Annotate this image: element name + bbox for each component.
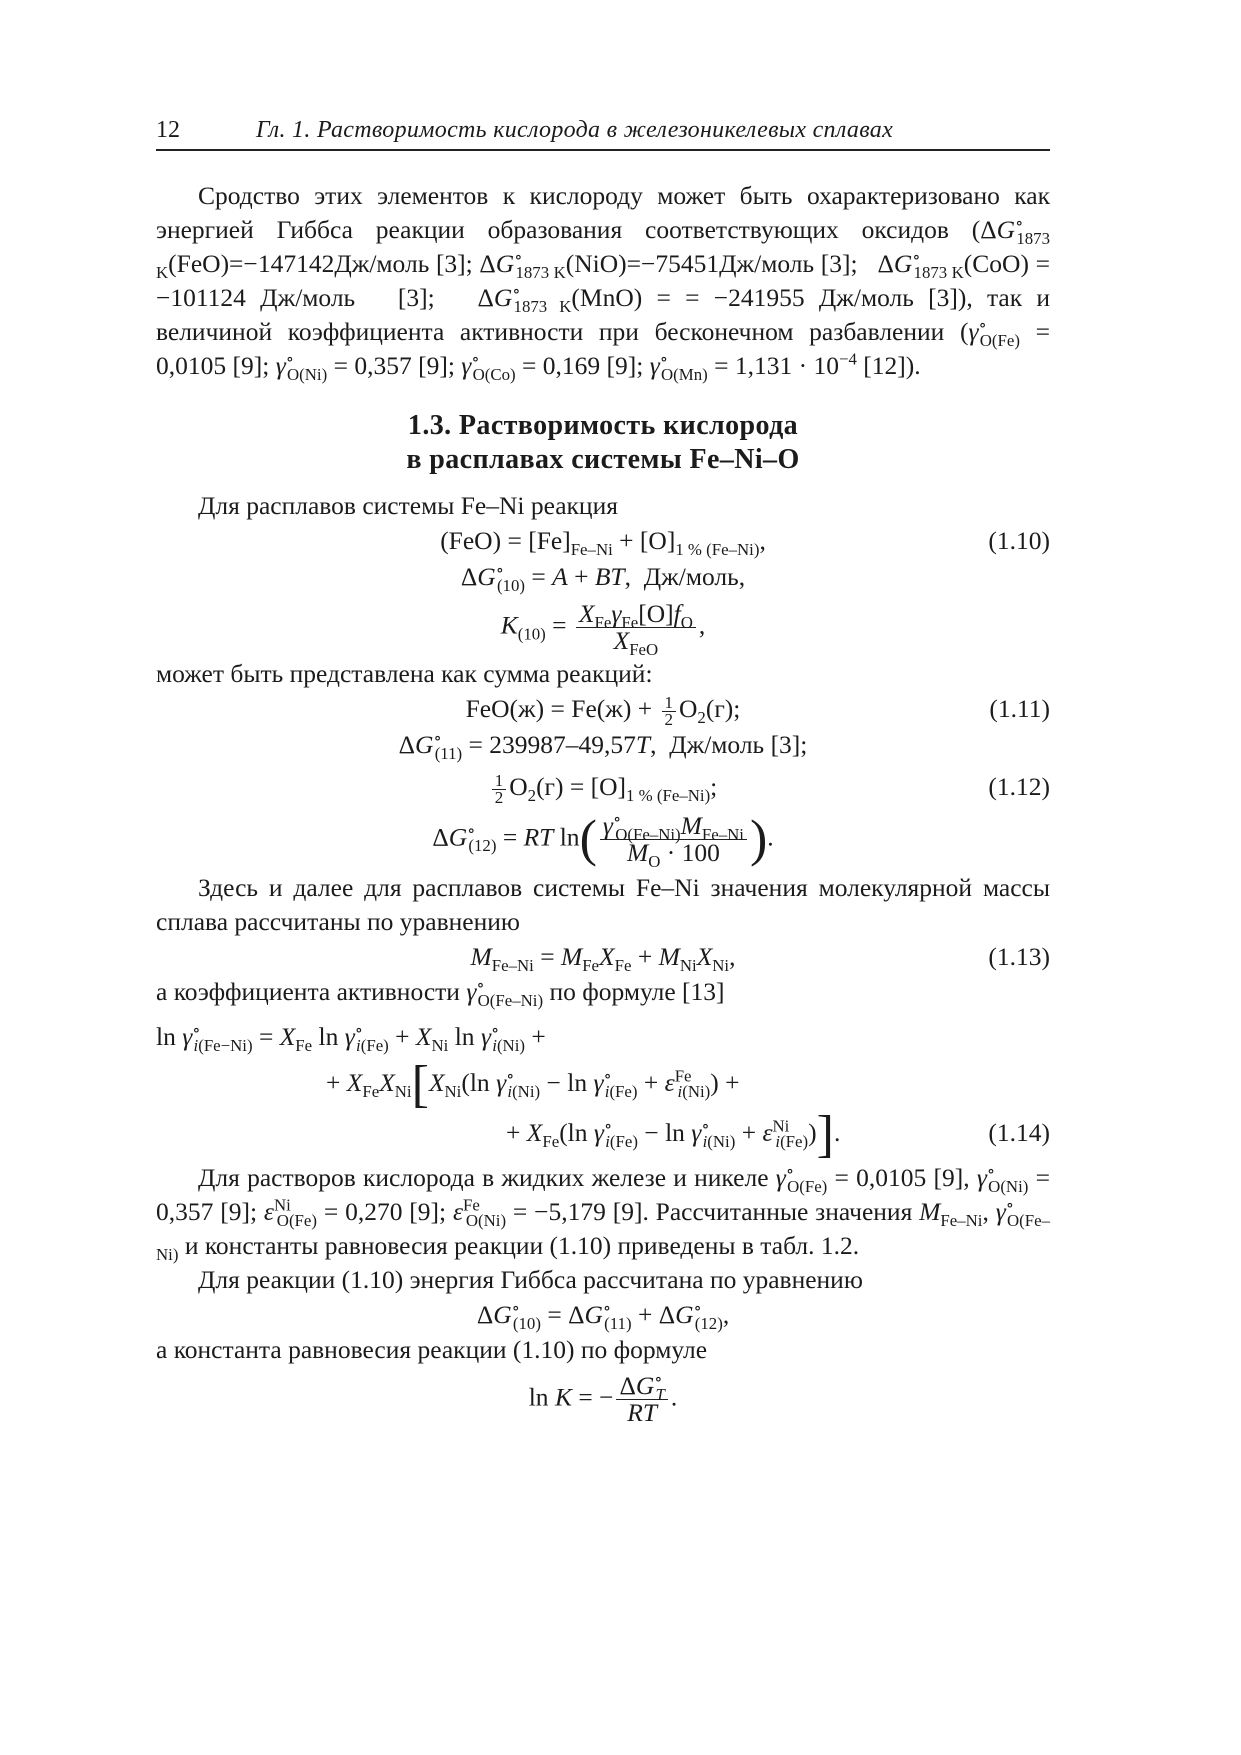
paragraph-gibbs-equation: Для реакции (1.10) энергия Гиббса рассчитана по уравнению [198,1265,863,1294]
paragraph-oxygen-solutions: Для растворов кислорода в жидких железе и никеле $\gamma^\circ_{O(Fe)} = 0,0105$ [9], $\gamma^\circ_{O(Ni)} = 0,357$ [9]; $\varepsilon^{Ni}_{O(Fe)} = 0,270$ [9]; $\varepsilon^{Fe}_{O(Ni)} = -5,179$ [9]. Рассчитанные значения $M_{Fe-Ni}$, $\gamma^\circ_{O(Fe-Ni)}$ и константы равновесия реакции (1.10) приведены в табл. 1.2. [156,1161,1051,1265]
equation-1-12: $\frac{1}{2}$ $O_2(г) = [O]_{1 \% (Fe-Ni)}$; (1.12) [156,769,1050,805]
paragraph-sum-of-reactions: может быть представлена как сумма реакций: [156,659,653,688]
section-heading-line2: в расплавах системы Fe–Ni–O [406,444,800,475]
equation-number: (1.12) [988,772,1050,801]
equation-dg12: $\Delta G^\circ_{(12)}$ = RT ln( $\frac{\gamma^\circ_{O(Fe-Ni)}M_{Fe-Ni}}{M_O \cdot 100}$ ). [432,809,774,872]
section-heading-line1: 1.3. Растворимость кислорода [407,410,799,441]
paragraph-molar-mass: Здесь и далее для расплавов системы Fe–Ni значения молекулярной массы сплава рассчитаны по уравнению [156,873,1050,936]
document-page [156,115,1050,1715]
paragraph-activity-formula: а коэффициента активности $\gamma^\circ_{O(Fe-Ni)}$ по формуле [13] [156,975,725,1011]
equation-number: (1.14) [988,1118,1050,1147]
equation-number: (1.13) [988,942,1050,971]
equation-1-14-line2: + $X_{Fe}X_{Ni}[X_{Ni}(\ln$ $\gamma^\circ_{i(Ni)} - \ln \gamma^\circ_{i(Fe)} + \varepsilon^{Fe}_{i(Ni)}$) + [326,1056,740,1114]
equation-1-14-line1: $\ln \gamma^\circ_{i(Fe-Ni)} = X_{Fe}$ $\ln \gamma^\circ_{i(Fe)} + X_{Ni}$ $\ln \gamma^\circ_{i(Ni)}$ + [156,1020,546,1056]
equation-dg11: $\Delta G^\circ_{(11)} = 239987-49,57T$, Дж/моль [3]; [398,728,808,764]
paragraph-affinity: Сродство этих элементов к кислороду может быть охарактеризовано как энергией Гиббса реакции образования соответствующих оксидов ($\Delta G^\circ_{1873 K}(FeO)=-147142Дж$/моль [3]; $\Delta G^\circ_{1873 K}(NiO)=-75451Дж$/моль [3]; $\Delta G^\circ_{1873 K}(CoO) = -101124$ Дж/моль [3]; $\Delta G^\circ_{1873 K}(MnO)$ = = −241955 Дж/моль [3]), так и величиной коэффициента активности при бесконечном разбавлении ($\gamma^\circ_{O(Fe)} = 0,0105$ [9]; $\gamma^\circ_{O(Ni)} = 0,357$ [9]; $\gamma^\circ_{O(Co)} = 0,169$ [9]; $\gamma^\circ_{O(Mn)} = 1,131 \cdot 10^{-4}$ [12]). [156,181,1050,385]
equation-1-10: $(FeO) = [Fe]_{Fe-Ni} + [O]_{1 \% (Fe-Ni)}$, (1.10) [156,523,1050,559]
equation-dg10-sum: $\Delta G^\circ_{(10)} = \Delta G^\circ_{(11)} + \Delta G^\circ_{(12)}$, [476,1298,730,1334]
equation-dg10: $\Delta G^\circ_{(10)} = A$ + BT, Дж/моль, [460,560,746,596]
equation-1-13: $M_{Fe-Ni} = M_{Fe}X_{Fe} + M_{Ni}X_{Ni}$, (1.13) [156,939,1050,975]
equation-number: (1.11) [989,694,1050,723]
running-title: Гл. 1. Растворимость кислорода в железоникелевых сплавах [256,117,894,143]
equation-1-14-line3: + $X_{Fe}(\ln$ $\gamma^\circ_{i(Fe)} - \ln \gamma^\circ_{i(Ni)} + \varepsilon^{Ni}_{i(Fe)}$)]. (1.14) [506,1106,1050,1164]
equation-lnk: ln K = − $\frac{\Delta G^\circ_T}{RT}$ . [528,1369,678,1427]
equation-k10: $K_{(10)}$ = $\frac{X_{Fe}\gamma_{Fe}[O]f_O}{X_{FeO}}$ , [500,599,706,660]
page-number: 12 [156,117,180,143]
paragraph-reaction-intro: Для расплавов системы Fe–Ni реакция [198,491,618,520]
section-heading [156,409,1050,477]
equation-1-11: FeO(ж) = Fe(ж) + $\frac{1}{2}$ $O_2(г)$; (1.11) [465,692,1050,729]
paragraph-equilibrium-constant: а константа равновесия реакции (1.10) по формуле [156,1335,708,1364]
page-header [156,115,1050,151]
equation-number: (1.10) [988,526,1050,555]
page-body [156,179,1050,1431]
